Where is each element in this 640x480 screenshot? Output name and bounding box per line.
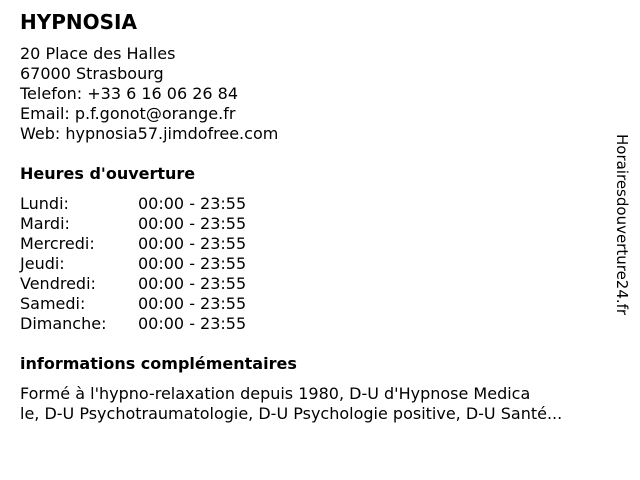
email-address[interactable]: Email: p.f.gonot@orange.fr — [20, 104, 236, 123]
website-link[interactable]: Web: hypnosia57.jimdofree.com — [20, 124, 279, 143]
hours-time-value: 00:00 - 23:55 — [138, 214, 247, 233]
hours-time-value: 00:00 - 23:55 — [138, 294, 247, 313]
address-city: 67000 Strasbourg — [20, 64, 164, 83]
hours-day-label: Mardi: — [20, 214, 70, 233]
hours-day-label: Samedi: — [20, 294, 86, 313]
hours-time-value: 00:00 - 23:55 — [138, 314, 247, 333]
additional-info-heading: informations complémentaires — [20, 354, 297, 373]
opening-hours-table — [20, 194, 280, 334]
hours-row-jeudi — [20, 254, 280, 274]
address-street: 20 Place des Halles — [20, 44, 176, 63]
hours-time-value: 00:00 - 23:55 — [138, 274, 247, 293]
hours-row-vendredi — [20, 274, 280, 294]
additional-info-line: le, D-U Psychotraumatologie, D-U Psychologie positive, D-U Santé... — [20, 404, 563, 423]
site-watermark: Horairesdouverture24.fr — [613, 134, 631, 316]
business-name: HYPNOSIA — [20, 10, 137, 34]
hours-row-mercredi — [20, 234, 280, 254]
opening-hours-heading: Heures d'ouverture — [20, 164, 196, 183]
contact-block — [20, 44, 278, 144]
phone-number[interactable]: Telefon: +33 6 16 06 26 84 — [20, 84, 239, 103]
hours-day-label: Jeudi: — [20, 254, 65, 273]
hours-day-label: Dimanche: — [20, 314, 107, 333]
hours-row-samedi — [20, 294, 280, 314]
hours-row-mardi — [20, 214, 280, 234]
hours-day-label: Lundi: — [20, 194, 69, 213]
hours-time-value: 00:00 - 23:55 — [138, 234, 247, 253]
hours-day-label: Mercredi: — [20, 234, 95, 253]
hours-time-value: 00:00 - 23:55 — [138, 194, 247, 213]
hours-time-value: 00:00 - 23:55 — [138, 254, 247, 273]
hours-row-lundi — [20, 194, 280, 214]
additional-info-line: Formé à l'hypno-relaxation depuis 1980, D-U d'Hypnose Medica — [20, 384, 531, 403]
hours-row-dimanche — [20, 314, 280, 334]
additional-info-text — [20, 384, 620, 424]
hours-day-label: Vendredi: — [20, 274, 96, 293]
